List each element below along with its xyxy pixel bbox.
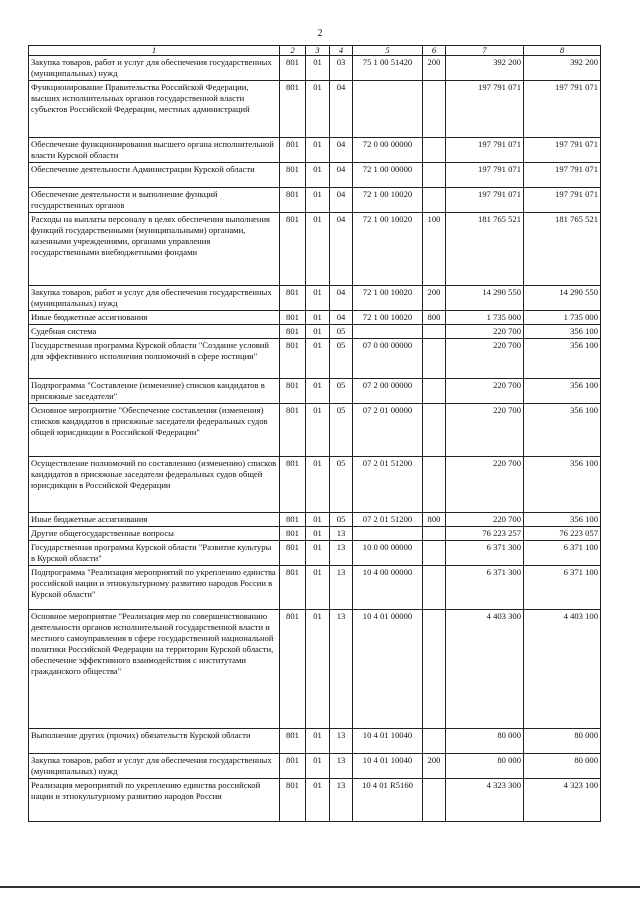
table-row xyxy=(29,513,601,527)
row-amount-year2: 80 000 xyxy=(524,754,601,779)
row-name: Подпрограмма "Составление (изменение) списков кандидатов в присяжные заседатели" xyxy=(29,379,280,404)
row-target-article: 75 1 00 51420 xyxy=(353,56,423,81)
row-expense-type xyxy=(423,404,446,457)
row-target-article: 10 4 01 10040 xyxy=(353,729,423,754)
row-expense-type xyxy=(423,729,446,754)
row-subsection-code: 04 xyxy=(330,163,353,188)
row-expense-type xyxy=(423,541,446,566)
row-expense-type: 800 xyxy=(423,311,446,325)
row-target-article: 07 0 00 00000 xyxy=(353,339,423,379)
row-subsection-code: 05 xyxy=(330,379,353,404)
row-section-code: 01 xyxy=(306,311,330,325)
row-amount-year1: 4 403 300 xyxy=(446,610,524,729)
page-number: 2 xyxy=(317,28,323,39)
table-row xyxy=(29,379,601,404)
row-amount-year2: 6 371 100 xyxy=(524,566,601,610)
column-header: 8 xyxy=(524,46,601,56)
row-name: Закупка товаров, работ и услуг для обеспечения государственных (муниципальных) нужд xyxy=(29,56,280,81)
row-target-article: 72 1 00 10020 xyxy=(353,311,423,325)
row-amount-year2: 1 735 000 xyxy=(524,311,601,325)
row-section-code: 01 xyxy=(306,779,330,822)
table-row xyxy=(29,188,601,213)
table-row xyxy=(29,286,601,311)
row-section-code: 01 xyxy=(306,610,330,729)
row-amount-year1: 14 290 550 xyxy=(446,286,524,311)
row-amount-year1: 197 791 071 xyxy=(446,138,524,163)
row-subsection-code: 05 xyxy=(330,404,353,457)
row-expense-type xyxy=(423,610,446,729)
row-ministry-code: 801 xyxy=(280,56,306,81)
row-amount-year1: 220 700 xyxy=(446,457,524,513)
row-subsection-code: 13 xyxy=(330,779,353,822)
row-target-article: 10 4 00 00000 xyxy=(353,566,423,610)
bottom-rule xyxy=(0,886,640,888)
row-name: Другие общегосударственные вопросы xyxy=(29,527,280,541)
column-header: 4 xyxy=(330,46,353,56)
row-expense-type xyxy=(423,81,446,138)
row-subsection-code: 04 xyxy=(330,81,353,138)
column-header: 1 xyxy=(29,46,280,56)
row-expense-type xyxy=(423,325,446,339)
row-subsection-code: 05 xyxy=(330,457,353,513)
row-name: Иные бюджетные ассигнования xyxy=(29,513,280,527)
row-subsection-code: 05 xyxy=(330,513,353,527)
table-row xyxy=(29,56,601,81)
row-ministry-code: 801 xyxy=(280,754,306,779)
table-row xyxy=(29,457,601,513)
row-ministry-code: 801 xyxy=(280,610,306,729)
row-name: Закупка товаров, работ и услуг для обеспечения государственных (муниципальных) нужд xyxy=(29,754,280,779)
row-expense-type xyxy=(423,527,446,541)
column-header: 7 xyxy=(446,46,524,56)
row-amount-year1: 1 735 000 xyxy=(446,311,524,325)
row-name: Обеспечение деятельности и выполнение функций государственных органов xyxy=(29,188,280,213)
row-section-code: 01 xyxy=(306,527,330,541)
row-target-article: 10 4 01 00000 xyxy=(353,610,423,729)
row-section-code: 01 xyxy=(306,81,330,138)
row-amount-year1: 197 791 071 xyxy=(446,81,524,138)
row-ministry-code: 801 xyxy=(280,213,306,286)
row-target-article: 72 1 00 10020 xyxy=(353,188,423,213)
row-amount-year2: 197 791 071 xyxy=(524,81,601,138)
row-amount-year1: 220 700 xyxy=(446,513,524,527)
row-subsection-code: 04 xyxy=(330,138,353,163)
row-name: Подпрограмма "Реализация мероприятий по укреплению единства российской нации и этнокультурному развитию народов России в Курской области" xyxy=(29,566,280,610)
row-subsection-code: 13 xyxy=(330,566,353,610)
row-name: Судебная система xyxy=(29,325,280,339)
row-expense-type xyxy=(423,779,446,822)
row-ministry-code: 801 xyxy=(280,541,306,566)
row-expense-type xyxy=(423,188,446,213)
row-section-code: 01 xyxy=(306,457,330,513)
row-subsection-code: 05 xyxy=(330,339,353,379)
table-row xyxy=(29,610,601,729)
row-amount-year1: 197 791 071 xyxy=(446,163,524,188)
row-name: Обеспечение функционирования высшего органа исполнительной власти Курской области xyxy=(29,138,280,163)
row-ministry-code: 801 xyxy=(280,379,306,404)
table-row xyxy=(29,81,601,138)
row-ministry-code: 801 xyxy=(280,779,306,822)
row-name: Расходы на выплаты персоналу в целях обеспечения выполнения функций государственными (муниципальными) органами, казенными учреждениями, органами управления государственными внебюджетными фондами xyxy=(29,213,280,286)
row-expense-type: 200 xyxy=(423,56,446,81)
table-row xyxy=(29,779,601,822)
row-amount-year1: 197 791 071 xyxy=(446,188,524,213)
row-amount-year1: 220 700 xyxy=(446,379,524,404)
row-ministry-code: 801 xyxy=(280,311,306,325)
row-subsection-code: 03 xyxy=(330,56,353,81)
row-amount-year1: 4 323 300 xyxy=(446,779,524,822)
column-header: 6 xyxy=(423,46,446,56)
row-ministry-code: 801 xyxy=(280,527,306,541)
row-name: Иные бюджетные ассигнования xyxy=(29,311,280,325)
row-amount-year2: 356 100 xyxy=(524,457,601,513)
row-expense-type xyxy=(423,379,446,404)
row-section-code: 01 xyxy=(306,286,330,311)
row-section-code: 01 xyxy=(306,566,330,610)
header-row xyxy=(29,46,601,56)
row-section-code: 01 xyxy=(306,541,330,566)
row-amount-year1: 392 200 xyxy=(446,56,524,81)
row-section-code: 01 xyxy=(306,325,330,339)
row-expense-type xyxy=(423,138,446,163)
row-amount-year2: 392 200 xyxy=(524,56,601,81)
row-subsection-code: 13 xyxy=(330,729,353,754)
column-header: 5 xyxy=(353,46,423,56)
row-name: Государственная программа Курской области "Развитие культуры в Курской области" xyxy=(29,541,280,566)
table-row xyxy=(29,213,601,286)
row-expense-type xyxy=(423,339,446,379)
row-section-code: 01 xyxy=(306,188,330,213)
row-subsection-code: 13 xyxy=(330,610,353,729)
row-amount-year1: 6 371 300 xyxy=(446,541,524,566)
row-target-article: 72 0 00 00000 xyxy=(353,138,423,163)
row-amount-year2: 76 223 057 xyxy=(524,527,601,541)
table-row xyxy=(29,754,601,779)
row-expense-type: 200 xyxy=(423,754,446,779)
row-target-article: 10 4 01 10040 xyxy=(353,754,423,779)
table-row xyxy=(29,541,601,566)
table-row xyxy=(29,325,601,339)
row-subsection-code: 04 xyxy=(330,286,353,311)
table-body xyxy=(29,56,601,822)
row-name: Закупка товаров, работ и услуг для обеспечения государственных (муниципальных) нужд xyxy=(29,286,280,311)
row-amount-year2: 4 403 100 xyxy=(524,610,601,729)
row-section-code: 01 xyxy=(306,404,330,457)
row-subsection-code: 04 xyxy=(330,311,353,325)
row-name: Государственная программа Курской области "Создание условий для эффективного исполнения полномочий в сфере юстиции" xyxy=(29,339,280,379)
row-amount-year2: 181 765 521 xyxy=(524,213,601,286)
row-amount-year2: 356 100 xyxy=(524,339,601,379)
row-amount-year1: 80 000 xyxy=(446,754,524,779)
row-expense-type xyxy=(423,457,446,513)
row-name: Функционирование Правительства Российской Федерации, высших исполнительных органов государственной власти субъектов Российской Федерации, местных администраций xyxy=(29,81,280,138)
budget-table xyxy=(28,45,601,822)
row-ministry-code: 801 xyxy=(280,81,306,138)
table-row xyxy=(29,311,601,325)
row-amount-year1: 220 700 xyxy=(446,339,524,379)
row-subsection-code: 05 xyxy=(330,325,353,339)
row-ministry-code: 801 xyxy=(280,729,306,754)
row-target-article xyxy=(353,325,423,339)
row-ministry-code: 801 xyxy=(280,325,306,339)
table-row xyxy=(29,404,601,457)
row-amount-year2: 197 791 071 xyxy=(524,188,601,213)
row-amount-year2: 356 100 xyxy=(524,404,601,457)
row-ministry-code: 801 xyxy=(280,163,306,188)
row-section-code: 01 xyxy=(306,213,330,286)
row-name: Реализация мероприятий по укреплению единства российской нации и этнокультурному развитию народов России xyxy=(29,779,280,822)
row-target-article xyxy=(353,527,423,541)
row-section-code: 01 xyxy=(306,339,330,379)
row-amount-year2: 197 791 071 xyxy=(524,163,601,188)
row-ministry-code: 801 xyxy=(280,566,306,610)
row-target-article xyxy=(353,81,423,138)
row-name: Основное мероприятие "Реализация мер по совершенствованию деятельности органов исполнительной государственной власти и местного самоуправления в сфере государственной национальной политики Российской Федерации на территории Курской области, обеспечение эффективного взаимодействия с институтами гражданского общества" xyxy=(29,610,280,729)
row-target-article: 07 2 01 51200 xyxy=(353,513,423,527)
row-amount-year1: 220 700 xyxy=(446,325,524,339)
row-section-code: 01 xyxy=(306,163,330,188)
row-amount-year2: 356 100 xyxy=(524,513,601,527)
row-amount-year2: 14 290 550 xyxy=(524,286,601,311)
row-amount-year1: 181 765 521 xyxy=(446,213,524,286)
row-amount-year1: 220 700 xyxy=(446,404,524,457)
row-ministry-code: 801 xyxy=(280,339,306,379)
row-ministry-code: 801 xyxy=(280,286,306,311)
column-header: 2 xyxy=(280,46,306,56)
row-subsection-code: 04 xyxy=(330,188,353,213)
row-target-article: 10 4 01 R5160 xyxy=(353,779,423,822)
table-row xyxy=(29,729,601,754)
row-target-article: 72 1 00 00000 xyxy=(353,163,423,188)
row-expense-type: 800 xyxy=(423,513,446,527)
row-target-article: 07 2 01 00000 xyxy=(353,404,423,457)
row-name: Основное мероприятие "Обеспечение составления (изменения) списков кандидатов в присяжные заседатели федеральных судов общей юрисдикции в Российской Федерации" xyxy=(29,404,280,457)
row-ministry-code: 801 xyxy=(280,404,306,457)
row-subsection-code: 04 xyxy=(330,213,353,286)
row-ministry-code: 801 xyxy=(280,188,306,213)
row-target-article: 72 1 00 10020 xyxy=(353,286,423,311)
row-amount-year2: 356 100 xyxy=(524,379,601,404)
table-row xyxy=(29,566,601,610)
row-expense-type xyxy=(423,566,446,610)
row-expense-type xyxy=(423,163,446,188)
row-name: Выполнение других (прочих) обязательств Курской области xyxy=(29,729,280,754)
row-section-code: 01 xyxy=(306,138,330,163)
row-amount-year2: 4 323 100 xyxy=(524,779,601,822)
row-amount-year1: 6 371 300 xyxy=(446,566,524,610)
table-row xyxy=(29,138,601,163)
row-target-article: 07 2 01 51200 xyxy=(353,457,423,513)
row-subsection-code: 13 xyxy=(330,754,353,779)
row-section-code: 01 xyxy=(306,513,330,527)
row-name: Осуществление полномочий по составлению (изменению) списков кандидатов в присяжные заседатели федеральных судов общей юрисдикции в Российской Федерации xyxy=(29,457,280,513)
row-amount-year2: 6 371 100 xyxy=(524,541,601,566)
column-header: 3 xyxy=(306,46,330,56)
row-amount-year1: 76 223 257 xyxy=(446,527,524,541)
row-subsection-code: 13 xyxy=(330,541,353,566)
row-section-code: 01 xyxy=(306,56,330,81)
row-name: Обеспечение деятельности Администрации Курской области xyxy=(29,163,280,188)
table-row xyxy=(29,527,601,541)
table-row xyxy=(29,339,601,379)
row-target-article: 10 0 00 00000 xyxy=(353,541,423,566)
row-section-code: 01 xyxy=(306,729,330,754)
row-amount-year2: 80 000 xyxy=(524,729,601,754)
row-section-code: 01 xyxy=(306,754,330,779)
row-subsection-code: 13 xyxy=(330,527,353,541)
row-ministry-code: 801 xyxy=(280,513,306,527)
row-ministry-code: 801 xyxy=(280,138,306,163)
row-expense-type: 100 xyxy=(423,213,446,286)
row-amount-year1: 80 000 xyxy=(446,729,524,754)
row-target-article: 07 2 00 00000 xyxy=(353,379,423,404)
row-section-code: 01 xyxy=(306,379,330,404)
row-amount-year2: 356 100 xyxy=(524,325,601,339)
table-row xyxy=(29,163,601,188)
row-expense-type: 200 xyxy=(423,286,446,311)
row-amount-year2: 197 791 071 xyxy=(524,138,601,163)
row-ministry-code: 801 xyxy=(280,457,306,513)
row-target-article: 72 1 00 10020 xyxy=(353,213,423,286)
